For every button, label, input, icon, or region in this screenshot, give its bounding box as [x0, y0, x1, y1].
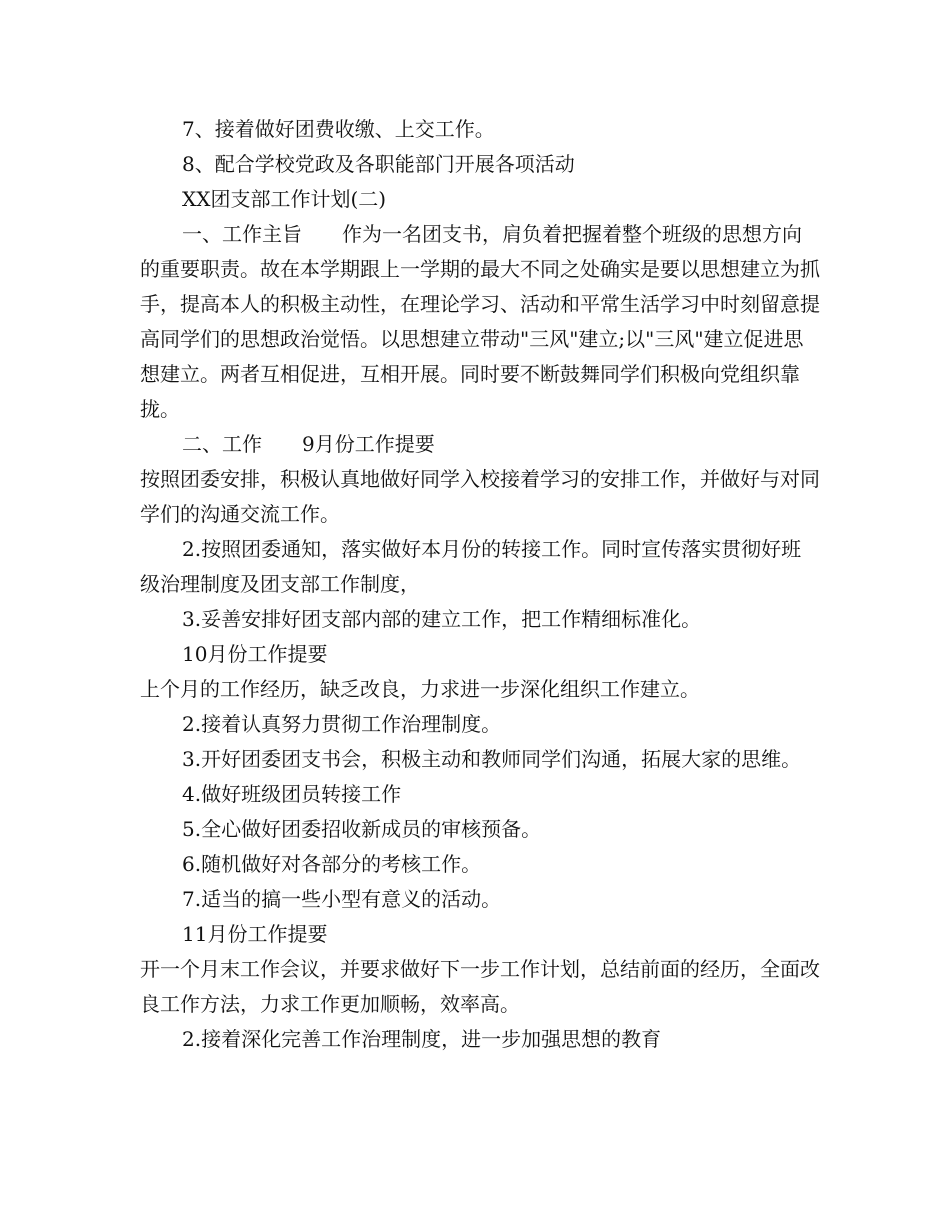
october-item-4: 4.做好班级团员转接工作 — [182, 782, 402, 806]
october-item-2: 2.接着认真努力贯彻工作治理制度。 — [182, 712, 502, 736]
october-item-6: 6.随机做好对各部分的考核工作。 — [182, 852, 482, 876]
october-item-5: 5.全心做好团委招收新成员的审核预备。 — [182, 817, 542, 841]
november-item-2: 2.接着深化完善工作治理制度，进一步加强思想的教育 — [182, 1027, 662, 1051]
october-heading: 10月份工作提要 — [182, 642, 328, 666]
october-item-1: 上个月的工作经历，缺乏改良，力求进一步深化组织工作建立。 — [140, 677, 700, 701]
october-item-3: 3.开好团委团支书会，积极主动和教师同学们沟通，拓展大家的思维。 — [182, 747, 802, 771]
november-item-1: 开一个月末工作会议，并要求做好下一步工作计划，总结前面的经历，全面改良工作方法，力求工作更加顺畅，效率高。 — [140, 957, 820, 1016]
october-item-7: 7.适当的搞一些小型有意义的活动。 — [182, 887, 502, 911]
november-heading: 11月份工作提要 — [182, 922, 328, 946]
section-one-paragraph: 一、工作主旨 作为一名团支书，肩负着把握着整个班级的思想方向的重要职责。故在本学期跟上一学期的最大不同之处确实是要以思想建立为抓手，提高本人的积极主动性，在理论学习、活动和平常生活学习中时刻留意提高同学们的思想政治觉悟。以思想建立带动"三风"建立;以"三风"建立促进思想建立。两者互相促进，互相开展。同时要不断鼓舞同学们积极向党组织靠拢。 — [140, 222, 820, 421]
document-body — [140, 112, 820, 1057]
paragraph-item-8: 8、配合学校党政及各职能部门开展各项活动 — [182, 152, 575, 176]
section-title: XX团支部工作计划(二) — [182, 187, 387, 211]
paragraph-item-7: 7、接着做好团费收缴、上交工作。 — [182, 117, 495, 141]
september-item-1: 按照团委安排，积极认真地做好同学入校接着学习的安排工作，并做好与对同学们的沟通交流工作。 — [140, 467, 820, 526]
september-item-3: 3.妥善安排好团支部内部的建立工作，把工作精细标准化。 — [182, 607, 702, 631]
section-two-heading: 二、工作 9月份工作提要 — [182, 432, 435, 456]
september-item-2: 2.按照团委通知，落实做好本月份的转接工作。同时宣传落实贯彻好班级治理制度及团支部工作制度， — [140, 537, 802, 596]
